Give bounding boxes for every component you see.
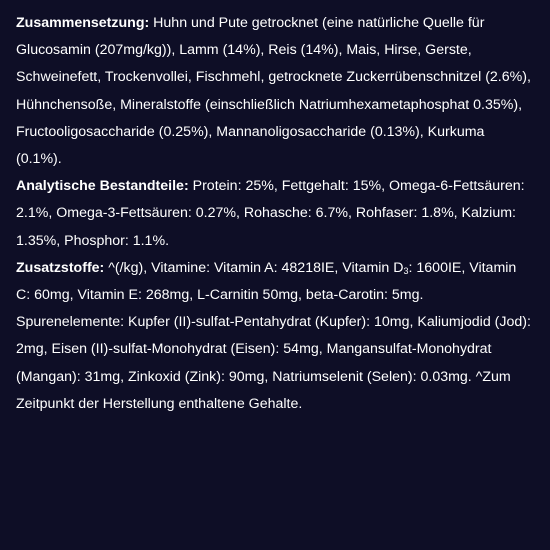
composition-label: Zusammensetzung: — [16, 15, 150, 31]
composition-section — [16, 10, 534, 173]
additives-label: Zusatzstoffe: — [16, 259, 105, 276]
composition-text: Huhn und Pute getrocknet (eine natürliche Quelle für Glucosamin (207mg/kg)), Lamm (14%), Reis (14%), Mais, Hirse, Gerste, Schweinefett, Trockenvollei, Fischmehl, getrocknete Zuckerrübenschnitzel (2.6%), Hühnchensoße, Mineralstoffe (einschließlich Natriumhexametaphosphat 0.35%), Fructooligosaccharide (0.25%), Mannanoligosaccharide (0.13%), Kurkuma (0.1%). — [16, 15, 531, 168]
analytical-section — [16, 173, 534, 255]
additives-text-part2: : 1600IE, Vitamin C: 60mg, Vitamin E: 268mg, L-Carnitin 50mg, beta-Carotin: 5mg. Spurenelemente: Kupfer (II)-sulfat-Pentahydrat (Kupfer): 10mg, Kaliumjodid (Jod): 2mg, Eisen (II)-sulfat-Monohydrat (Eisen): 54mg, Mangansulfat-Monohydrat (Mangan): 31mg, Zinkoxid (Zink): 90mg, Natriumselenit (Selen): 0.03mg. ^Zum Zeitpunkt der Herstellung enthaltene Gehalte. — [16, 259, 531, 412]
vitamin-d-subscript: 3 — [403, 265, 409, 276]
additives-text-part1: ^(/kg), Vitamine: Vitamin A: 48218IE, Vitamin D — [104, 259, 404, 276]
analytical-label: Analytische Bestandteile: — [16, 178, 189, 195]
additives-section — [16, 255, 534, 418]
analytical-text: Protein: 25%, Fettgehalt: 15%, Omega-6-Fettsäuren: 2.1%, Omega-3-Fettsäuren: 0.27%, Rohasche: 6.7%, Rohfaser: 1.8%, Kalzium: 1.35%, Phosphor: 1.1%. — [16, 178, 525, 249]
